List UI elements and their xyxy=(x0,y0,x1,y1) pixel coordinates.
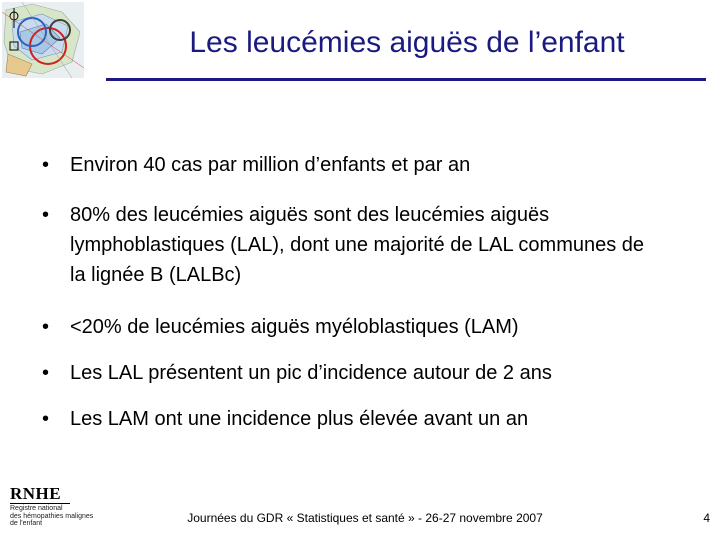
rnhe-logo-subtitle: Registre national des hémopathies malignes de l'enfant xyxy=(10,505,94,528)
bullet-text: Environ 40 cas par million d’enfants et par an xyxy=(70,154,471,176)
footer-text: Journées du GDR « Statistiques et santé » - 26-27 novembre 2007 xyxy=(187,511,543,525)
bullet-text: <20% de leucémies aiguës myéloblastiques (LAM) xyxy=(70,316,519,338)
bullet-text: Les LAM ont une incidence plus élevée avant un an xyxy=(70,408,529,430)
bullet-dot: • xyxy=(42,362,50,384)
rnhe-logo-rule xyxy=(10,503,70,504)
rnhe-logo-title: RNHE xyxy=(10,484,62,503)
bullet-text: 80% des leucémies aiguës sont des leucémies aiguës lymphoblastiques (LAL), dont une majorité de LAL communes de la lignée B (LALBc) xyxy=(70,204,645,286)
bullet-dot: • xyxy=(42,204,50,226)
bullet-text: Les LAL présentent un pic d’incidence autour de 2 ans xyxy=(70,362,552,384)
title-underline xyxy=(106,78,706,81)
bullet-dot: • xyxy=(42,316,50,338)
rnhe-logo xyxy=(10,484,140,534)
page-number: 4 xyxy=(703,511,710,525)
bullet-dot: • xyxy=(42,154,50,176)
bullet-dot: • xyxy=(42,408,50,430)
map-logo-image xyxy=(2,2,84,78)
slide-title: Les leucémies aiguës de l’enfant xyxy=(189,26,625,59)
